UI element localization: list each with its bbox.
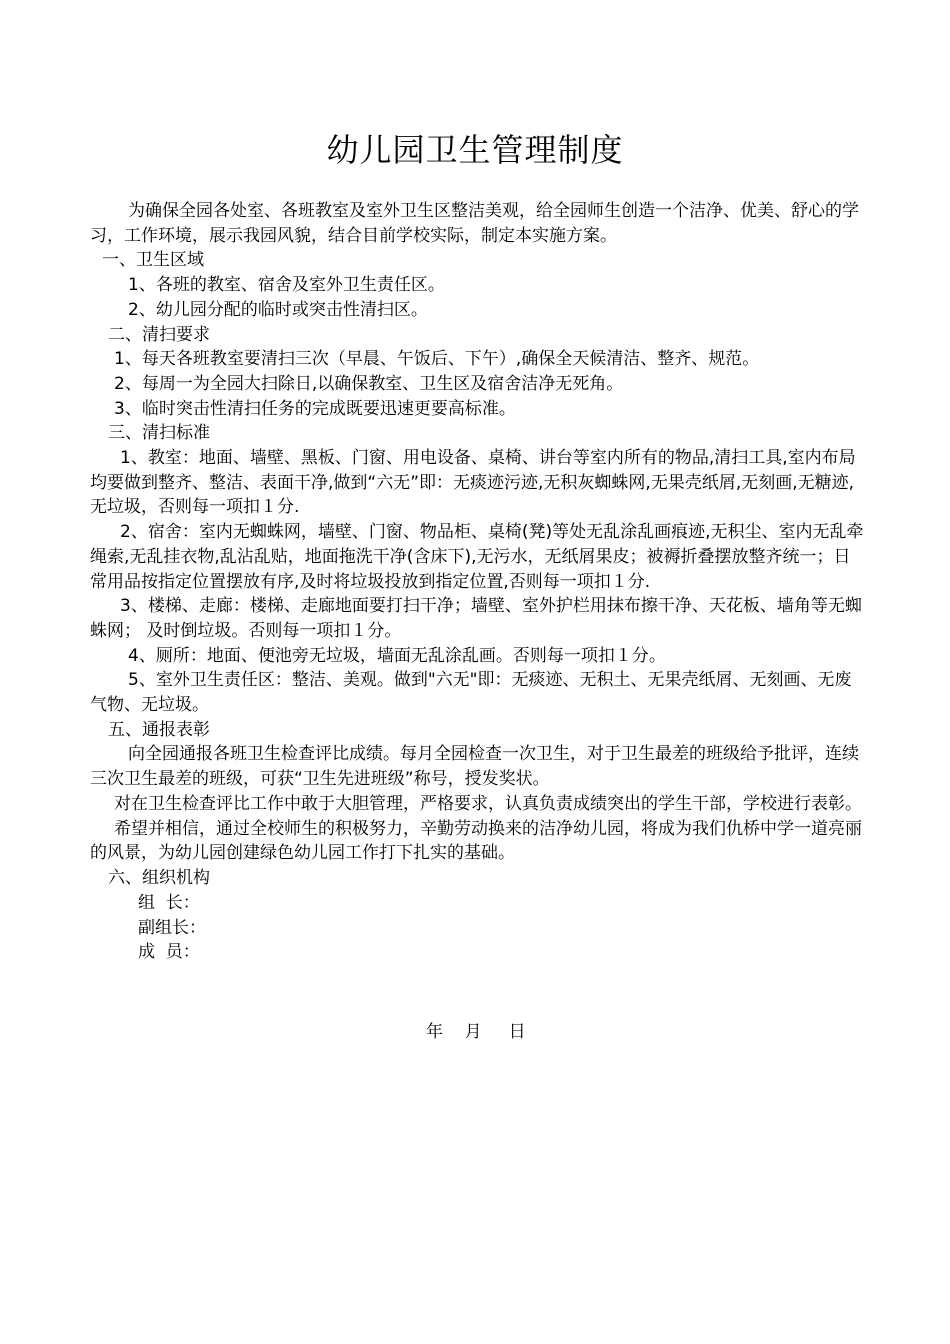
paragraph: 向全园通报各班卫生检查评比成绩。每月全园检查一次卫生，对于卫生最差的班级给予批评，连续三次卫生最差的班级，可获“卫生先进班级”称号，授发奖状。 xyxy=(90,744,859,790)
paragraph: 希望并相信，通过全校师生的积极努力，辛勤劳动换来的洁净幼儿园，将成为我们仇桥中学一道亮丽的风景，为幼儿园创建绿色幼儿园工作打下扎实的基础。 xyxy=(90,818,862,864)
date-line: 年 月 日 xyxy=(426,1022,526,1042)
document-body xyxy=(90,199,865,891)
paragraph: 2、幼儿园分配的临时或突击性清扫区。 xyxy=(128,299,428,320)
paragraph: 2、每周一为全园大扫除日,以确保教室、卫生区及宿舍洁净无死角。 xyxy=(114,373,624,394)
paragraph: 1、教室：地面、墙壁、黑板、门窗、用电设备、桌椅、讲台等室内所有的物品,清扫工具,室内布局均要做到整齐、整洁、表面干净,做到“六无”即：无痰迹污迹,无积灰蜘蛛网,无果壳纸屑,无刻画,无糖迹,无垃圾，否则每一项扣１分. xyxy=(90,448,856,518)
paragraph: 1、各班的教室、宿舍及室外卫生责任区。 xyxy=(128,275,445,296)
paragraph: 三、清扫标准 xyxy=(108,423,210,444)
paragraph: 4、厕所：地面、便池旁无垃圾，墙面无乱涂乱画。否则每一项扣１分。 xyxy=(128,645,666,666)
member-label: 成 员： xyxy=(138,942,200,963)
paragraph: 对在卫生检查评比工作中敢于大胆管理，严格要求，认真负责成绩突出的学生干部，学校进行表彰。 xyxy=(114,793,862,814)
paragraph: 六、组织机构 xyxy=(108,867,210,888)
member-label: 副组长： xyxy=(138,917,206,938)
document-title: 幼儿园卫生管理制度 xyxy=(326,131,624,169)
member-label: 组 长： xyxy=(138,893,200,913)
paragraph: 二、清扫要求 xyxy=(108,324,210,345)
organization-members xyxy=(90,891,865,965)
paragraph: 5、室外卫生责任区：整洁、美观。做到"六无"即：无痰迹、无积土、无果壳纸屑、无刻画、无废气物、无垃圾。 xyxy=(90,670,852,716)
paragraph: 2、宿舍：室内无蜘蛛网，墙壁、门窗、物品柜、桌椅(凳)等处无乱涂乱画痕迹,无积尘、室内无乱牵绳索,无乱挂衣物,乱沾乱贴，地面拖洗干净(含床下),无污水，无纸屑果皮；被褥折叠摆放整齐统一；日常用品按指定位置摆放有序,及时将垃圾投放到指定位置,否则每一项扣１分. xyxy=(90,522,864,592)
paragraph: 为确保全园各处室、各班教室及室外卫生区整洁美观，给全园师生创造一个洁净、优美、舒心的学习，工作环境，展示我园风貌，结合目前学校实际，制定本实施方案。 xyxy=(90,201,859,246)
paragraph: 3、临时突击性清扫任务的完成既要迅速更要高标准。 xyxy=(114,398,516,419)
paragraph: 五、通报表彰 xyxy=(108,719,210,740)
paragraph: 1、每天各班教室要清扫三次（早晨、午饭后、下午）,确保全天候清洁、整齐、规范。 xyxy=(114,349,760,370)
paragraph: 一、卫生区域 xyxy=(102,250,204,271)
paragraph: 3、楼梯、走廊：楼梯、走廊地面要打扫干净；墙壁、室外护栏用抹布擦干净、天花板、墙角等无蜘蛛网； 及时倒垃圾。否则每一项扣１分。 xyxy=(90,596,862,641)
